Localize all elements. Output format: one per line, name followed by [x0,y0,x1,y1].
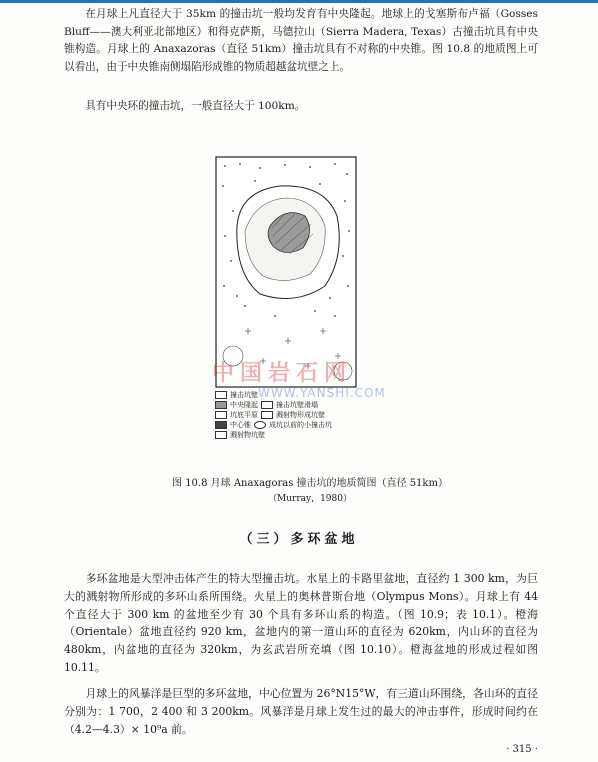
paragraph-central-ring: 具有中央环的撞击坑，一般直径大于 100km。 [85,100,306,112]
figure-source: （Murray，1980） [268,494,352,504]
legend-label: 坑底平原 [230,411,258,419]
paragraph-oceanus-procellarum: 月球上的风暴洋是巨型的多环盆地，中心位置为 26°N15°W，有三道山环围绕，各山环的直径分别为：1 700，2 400 和 3 200km。风暴洋是月球上发生过的最大的冲击事件，形成时间约在（4.2—4.3）× 10⁹a 前。 [64,687,538,736]
legend-label: 溅射物坑壁 [230,431,265,439]
legend-swatch [261,411,273,419]
page-number: · 315 · [506,744,538,755]
legend-label: 中央隆起 [230,401,258,409]
legend-row [215,430,395,440]
legend-swatch [261,401,273,409]
legend-label: 中心锥 [230,421,251,429]
legend-row [215,410,395,420]
paragraph-central-peak: 在月球上凡直径大于 35km 的撞击坑一般均发育有中央隆起。地球上的戈塞斯布卢福（Gosses Bluff——澳大利亚北部地区）和得克萨斯，马德拉山（Sierra Madera, Texas）古撞击坑具有中央锥构造。月球上的 Anaxazoras（直径 51km）撞击坑具有不对称的中央锥。图 10.8 的地质图上可以看出，由于中央锥南侧塌陷形成锥的物质超越盆坑壁之上。 [64,8,538,73]
legend-label: 撞击坑壁滑塌 [276,401,318,409]
watermark-text: 中国岩石网 [212,361,353,386]
legend-swatch [215,421,227,429]
legend-swatch [215,431,227,439]
legend-label: 成坑以前的小撞击坑 [269,421,332,429]
legend-swatch [215,411,227,419]
watermark-url: WWW.YANSHI.COM [258,386,386,400]
top-edge-bar [0,0,598,3]
legend-swatch [215,391,227,399]
figure-caption: 图 10.8 月球 Anaxagoras 撞击坑的地质简图（直径 51km） [172,478,448,489]
legend-swatch [254,421,266,429]
legend-label: 撞击坑壁 [230,391,258,399]
paragraph-multiring-basins: 多环盆地是大型冲击体产生的特大型撞击坑。水星上的卡路里盆地，直径约 1 300 km，为巨大的溅射物所形成的多环山系所围绕。火星上的奥林普斯台地（Olympus Mons）。月球上有 44 个直径大于 300 km 的盆地至少有 30 个具有多环山系的构造。（图 10.9；表 10.1）。橙海（Orientale）盆地直径约 920 km，盆地内的第一道山环的直径为 620km，内山环的直径为 480km，内盆地的直径为 320km，为玄武岩所充填（图 10.10）。橙海盆地的形成过程如图 10.11。 [64,572,538,674]
legend-row [215,420,395,430]
legend-row [215,400,395,410]
figure-legend [215,390,395,440]
section-title: （三）多环盆地 [239,532,359,547]
legend-swatch [215,401,227,409]
legend-label: 溅射物形成坑壁 [276,411,325,419]
legend-row [215,390,395,400]
